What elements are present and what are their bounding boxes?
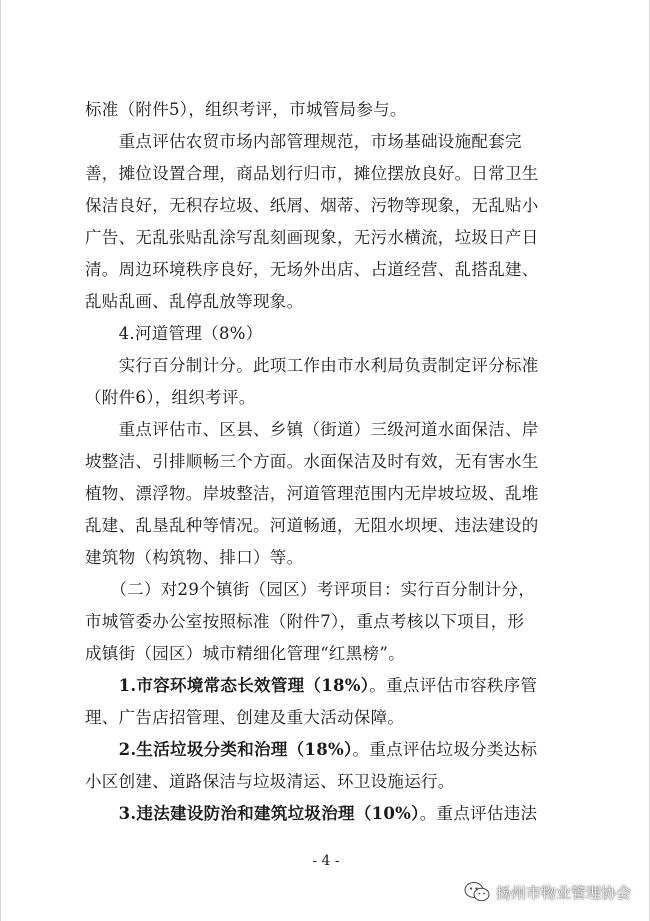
text-line: 植物、漂浮物。岸坡整洁，河道管理范围内无岸坡垃圾、乱堆 [85, 484, 539, 503]
item-1-heading: 1.市容环境常态长效管理（18%） [85, 676, 370, 695]
item-3 [85, 798, 561, 830]
text-line: 乱建、乱垦乱种等情况。河道畅通，无阻水坝埂、违法建设的 [85, 516, 539, 535]
text-line: 保洁良好，无积存垃圾、纸屑、烟蒂、污物等现象，无乱贴小 [85, 196, 539, 215]
text-line: 市城管委办公室按照标准（附件7），重点考核以下项目，形 [85, 612, 525, 631]
watermark-text: 扬州市物业管理协会 [495, 883, 631, 902]
text-line: 标准（附件5），组织考评，市城管局参与。 [85, 100, 407, 119]
item-2-heading: 2.生活垃圾分类和治理（18%） [85, 740, 353, 759]
item-3-text: 。重点评估违法 [419, 804, 538, 823]
text-line: （二）对29个镇街（园区）考评项目：实行百分制计分， [85, 580, 536, 599]
text-line: 小区创建、道路保洁与垃圾清运、环卫设施运行。 [85, 772, 455, 791]
item-2-text: 。重点评估垃圾分类达标 [352, 740, 538, 759]
text-line: 善，摊位设置合理，商品划行归市，摊位摆放良好。日常卫生 [85, 164, 539, 183]
text-line: 理、广告店招管理、创建及重大活动保障。 [85, 708, 405, 727]
text-line: 重点评估农贸市场内部管理规范，市场基础设施配套完 [85, 132, 522, 151]
text-line: （附件6），组织考评。 [85, 388, 256, 407]
text-line [85, 798, 561, 830]
text-line: 重点评估市、区县、乡镇（街道）三级河道水面保洁、岸 [85, 420, 539, 439]
paragraph-1 [85, 94, 561, 126]
paragraph-2 [85, 126, 561, 318]
section-heading-4 [85, 318, 561, 350]
wechat-icon [464, 881, 490, 903]
text-line: 成镇街（园区）城市精细化管理“红黑榜”。 [85, 644, 405, 663]
item-1-text: 。重点评估市容秩序管 [369, 676, 538, 695]
text-line [85, 670, 561, 702]
text-line: 实行百分制计分。此项工作由市水利局负责制定评分标准 [85, 356, 539, 375]
paragraph-4 [85, 350, 561, 414]
paragraph-6 [85, 574, 561, 670]
text-line: 4.河道管理（8%） [85, 324, 263, 343]
text-line: 广告、无乱张贴乱涂写乱刻画现象，无污水横流，垃圾日产日 [85, 228, 539, 247]
paragraph-5 [85, 414, 561, 574]
text-line: 建筑物（构筑物、排口）等。 [85, 548, 304, 567]
item-1 [85, 670, 561, 734]
text-line: 清。周边环境秩序良好，无场外出店、占道经营、乱搭乱建、 [85, 260, 539, 279]
item-2 [85, 734, 561, 798]
text-line [85, 734, 561, 766]
text-line: 乱贴乱画、乱停乱放等现象。 [85, 292, 304, 311]
item-3-heading: 3.违法建设防治和建筑垃圾治理（10%） [85, 804, 420, 823]
text-line: 坡整洁、引排顺畅三个方面。水面保洁及时有效，无有害水生 [85, 452, 539, 471]
watermark [464, 877, 631, 907]
page-number: - 4 - [312, 853, 340, 869]
